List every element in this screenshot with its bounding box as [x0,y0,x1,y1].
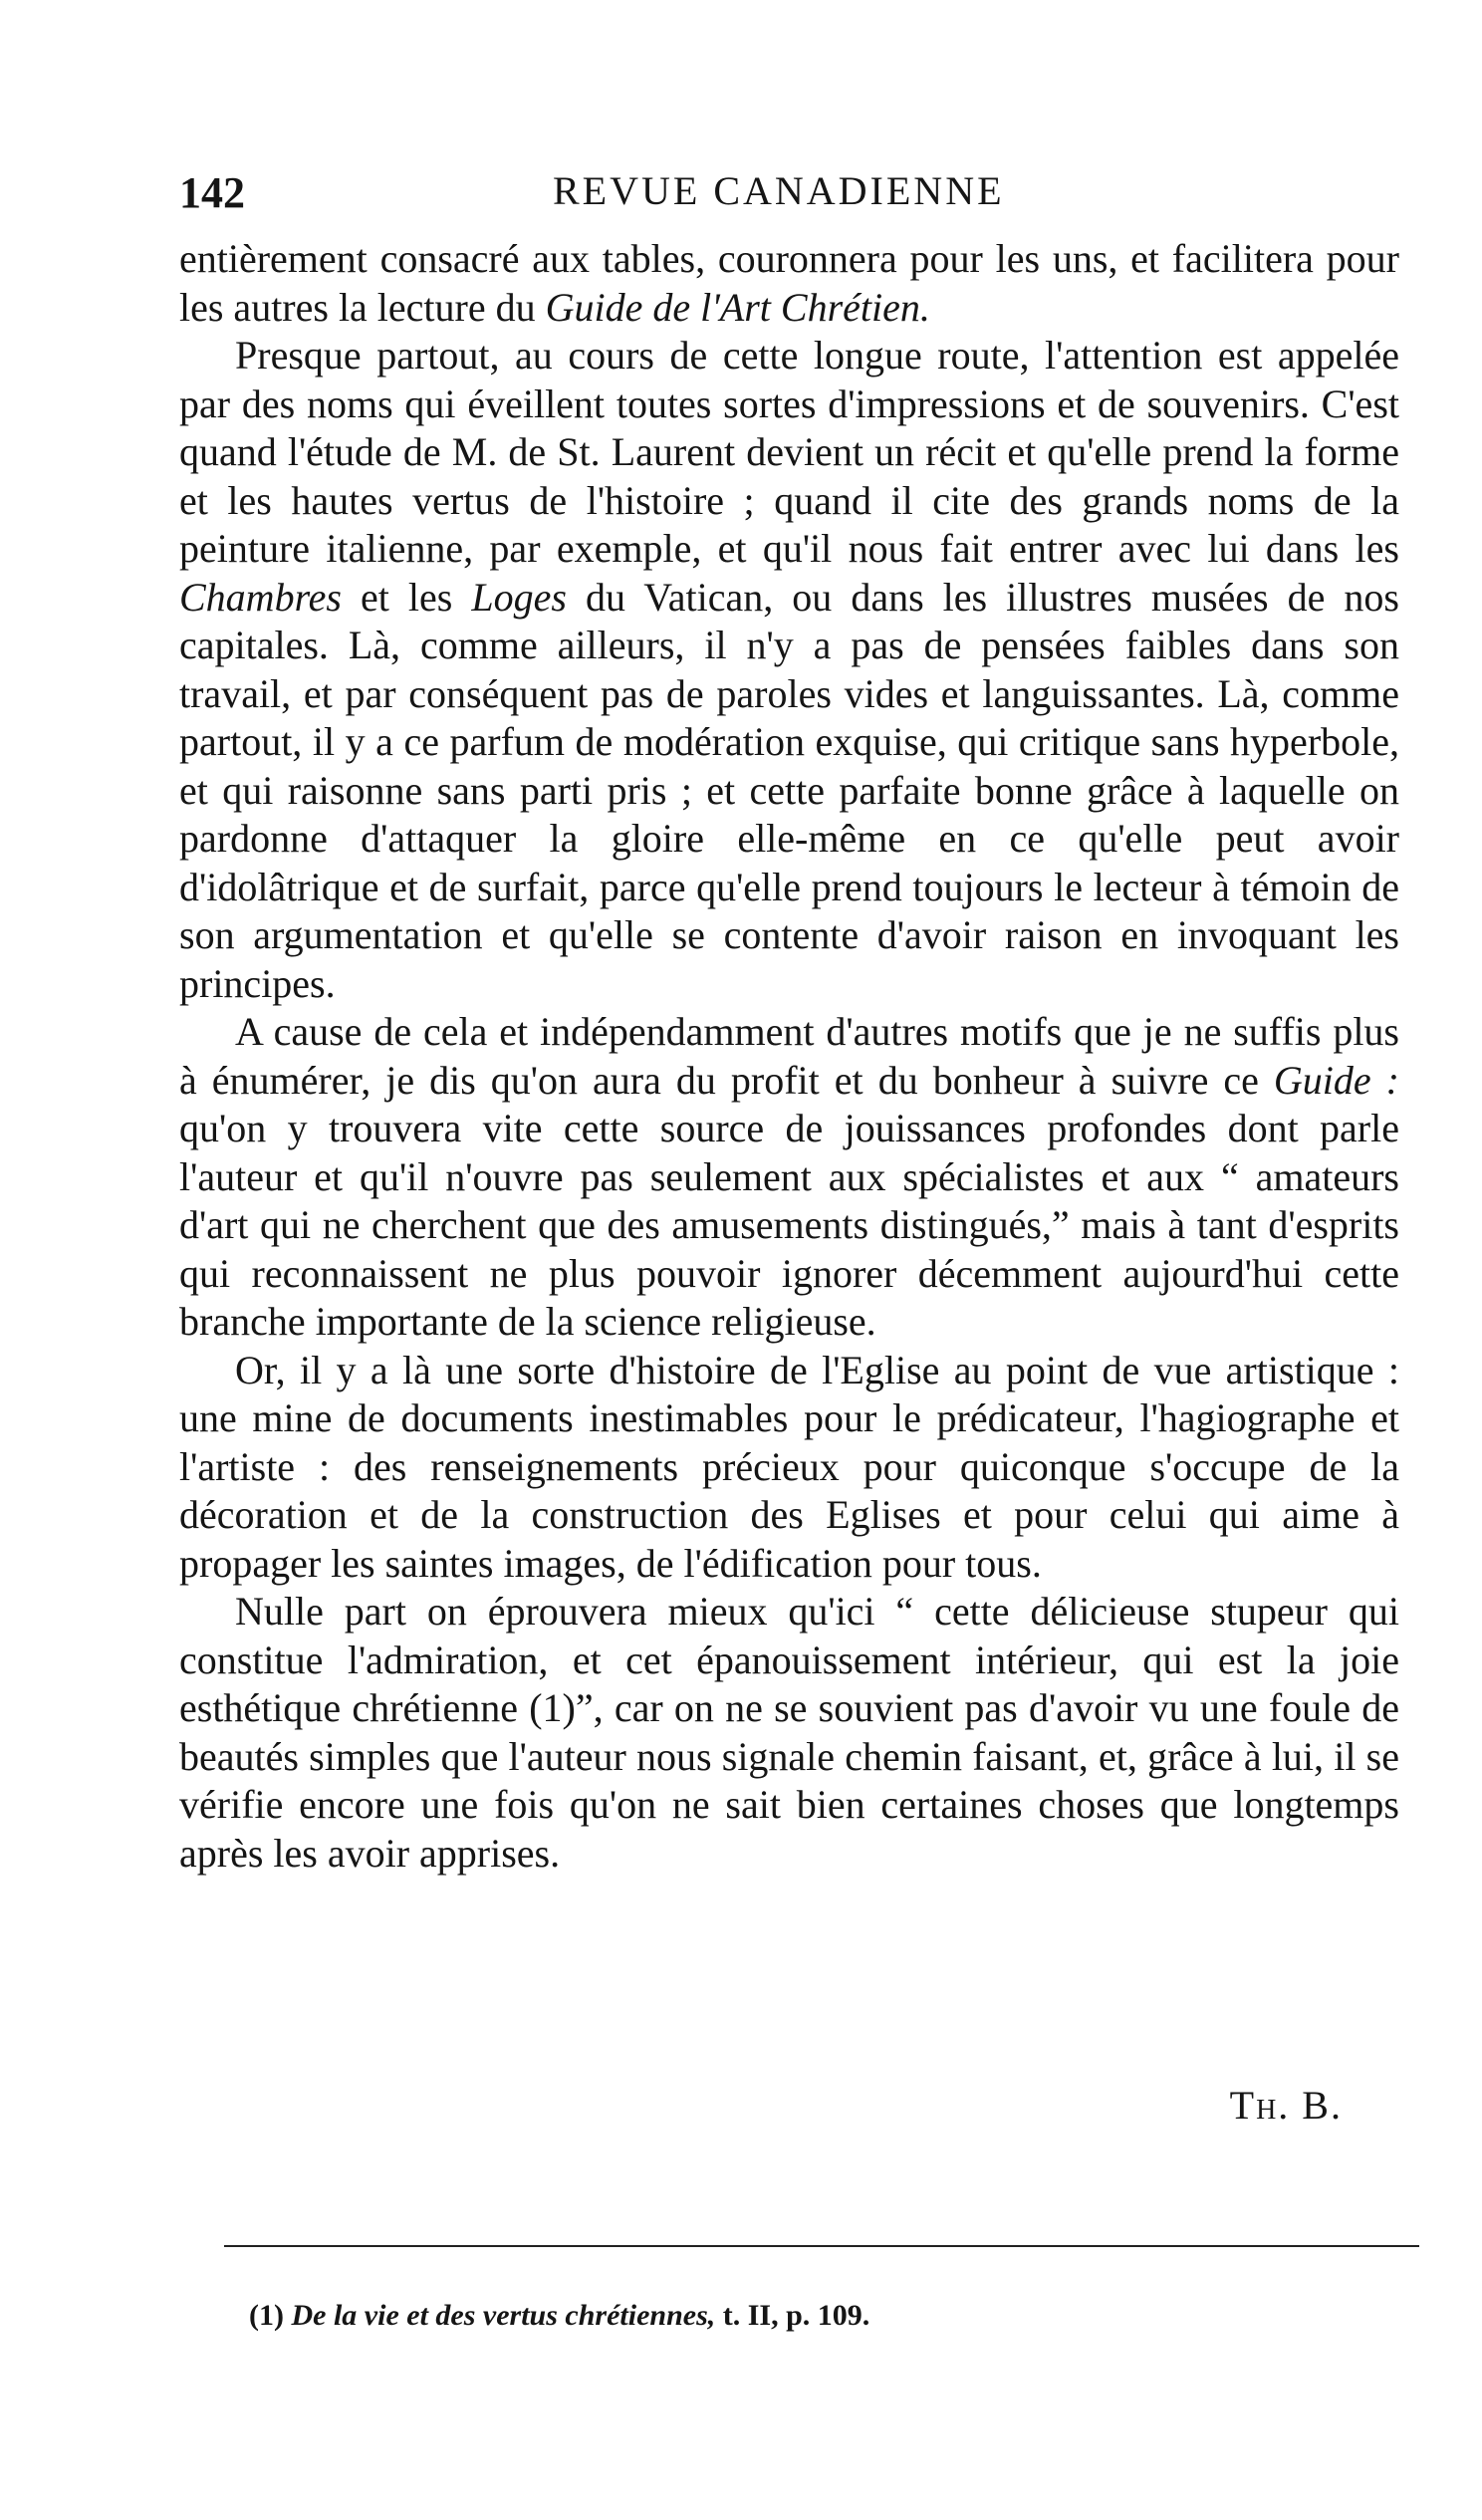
author-signature [1230,2082,1343,2129]
paragraph-2-text-c: du Vatican, ou dans les illustres musées de nos capitales. Là, comme ailleurs, il n'y a pas de pensées faibles dans son travail, et par conséquent pas de paroles vides et languissantes. Là, comme partout, il y a ce parfum de modération exquise, qui critique sans hyperbole, et qui raisonne sans parti pris ; et cette parfaite bonne grâce à laquelle on pardonne d'attaquer la gloire elle-même en ce qu'elle peut avoir d'idolâtrique et de surfait, parce qu'elle prend toujours le lecteur à témoin de son argumentation et qu'elle se contente d'avoir raison en invoquant les principes. [179,574,1399,1006]
paragraph-3-text-b: qu'on y trouvera vite cette source de jouissances profondes dont parle l'auteur et qu'il n'ouvre pas seulement aux spécialistes et aux “ amateurs d'art qui ne cherchent que des amusements distingués,” mais à tant d'esprits qui reconnaissent ne plus pouvoir ignorer décemment aujourd'hui cette branche importante de la science religieuse. [179,1106,1399,1344]
paragraph-2-text-b: et les [341,574,472,620]
paragraph-1-text: entièrement consacré aux tables, couronnera pour les uns, et facilitera pour les autres la lecture du [179,236,1399,330]
paragraph-5 [179,1588,1399,1878]
signature-text: Th. B. [1229,2083,1343,2128]
article-body [179,235,1399,1878]
paragraph-4-text: Or, il y a là une sorte d'histoire de l'Eglise au point de vue artistique : une mine de documents inestimables pour le prédicateur, l'hagiographe et l'artiste : des renseignements précieux pour quiconque s'occupe de la décoration et de la construction des Eglises et pour celui qui aime à propager les saintes images, de l'édification pour tous. [179,1347,1399,1586]
paragraph-3-italic-guide: Guide : [1273,1057,1400,1103]
paragraph-3 [179,1008,1399,1347]
page-number: 142 [179,168,245,217]
journal-title: REVUE CANADIENNE [553,168,1005,213]
footnote [249,2299,869,2333]
footnote-marker: (1) [249,2299,284,2332]
footnote-title: De la vie et des vertus chrétiennes, [291,2299,716,2332]
paragraph-2-italic-loges: Loges [471,574,567,620]
paragraph-2 [179,332,1399,1008]
paragraph-1-italic-title: Guide de l'Art Chrétien. [545,284,930,330]
paragraph-1 [179,235,1399,332]
footnote-rule [224,2245,1419,2247]
paragraph-4 [179,1347,1399,1589]
paragraph-2-text-a: Presque partout, au cours de cette longue route, l'attention est appelée par des noms qui éveillent toutes sortes d'impressions et de souvenirs. C'est quand l'étude de M. de St. Laurent devient un récit et qu'elle prend la forme et les hautes vertus de l'histoire ; quand il cite des grands noms de la peinture italienne, par exemple, et qu'il nous fait entrer avec lui dans les [179,333,1399,571]
paragraph-2-italic-chambres: Chambres [179,574,342,620]
footnote-reference: t. II, p. 109. [722,2299,870,2332]
paragraph-3-text-a: A cause de cela et indépendamment d'autres motifs que je ne suffis plus à énumérer, je dis qu'on aura du profit et du bonheur à suivre ce [179,1009,1399,1103]
paragraph-5-text: Nulle part on éprouvera mieux qu'ici “ cette délicieuse stupeur qui constitue l'admiration, et cet épanouissement intérieur, qui est la joie esthétique chrétienne (1)”, car on ne se souvient pas d'avoir vu une foule de beautés simples que l'auteur nous signale chemin faisant, et, grâce à lui, il se vérifie encore une fois qu'on ne sait bien certaines choses que longtemps après les avoir apprises. [179,1589,1399,1876]
running-head [179,161,1424,221]
